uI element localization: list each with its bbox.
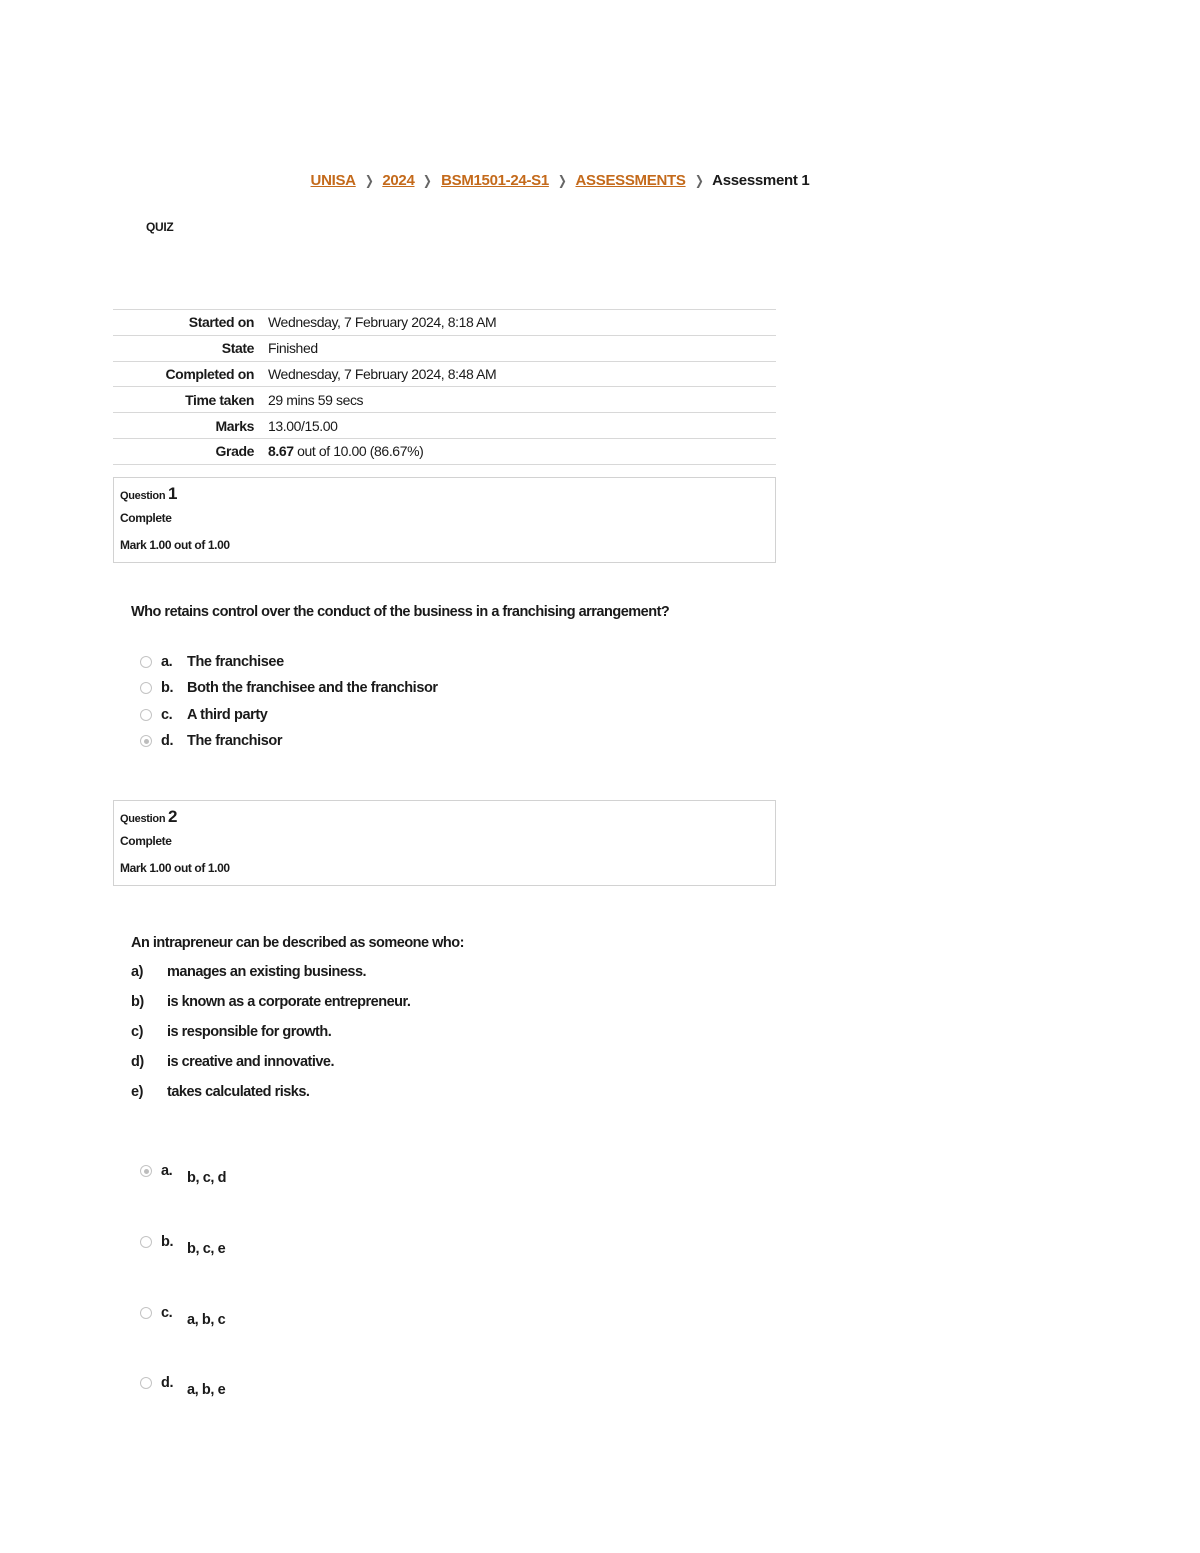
summary-value: Wednesday, 7 February 2024, 8:18 AM — [268, 314, 497, 331]
radio-button[interactable] — [140, 1377, 152, 1389]
summary-label: Grade — [215, 443, 254, 460]
chevron-right-icon: ❯ — [557, 173, 567, 188]
radio-button[interactable] — [140, 1236, 152, 1248]
summary-row-completed — [113, 362, 776, 388]
question-state: Complete — [120, 511, 172, 525]
option-letter: d. — [161, 1375, 174, 1391]
statement-item — [131, 1054, 334, 1070]
radio-button[interactable] — [140, 1307, 152, 1319]
chevron-right-icon: ❯ — [423, 173, 433, 188]
summary-value: 29 mins 59 secs — [268, 391, 364, 408]
radio-button[interactable] — [140, 656, 152, 668]
question-label: Question — [120, 813, 166, 825]
question-title — [120, 484, 177, 504]
radio-button[interactable] — [140, 709, 152, 721]
radio-button[interactable] — [140, 682, 152, 694]
radio-button-checked[interactable] — [140, 735, 152, 747]
question-text: Who retains control over the conduct of the business in a franchising arrangement? — [131, 604, 670, 620]
question-number: 1 — [168, 484, 178, 503]
breadcrumb-link-unisa[interactable]: UNISA — [310, 172, 356, 189]
summary-value: Wednesday, 7 February 2024, 8:48 AM — [268, 365, 497, 382]
statement-item — [131, 994, 410, 1010]
summary-label: Marks — [215, 417, 254, 434]
statement-text: is creative and innovative. — [167, 1054, 335, 1070]
summary-row-state — [113, 336, 776, 362]
question-number: 2 — [168, 807, 178, 826]
statement-item — [131, 1084, 309, 1100]
option-text: Both the franchisee and the franchisor — [187, 680, 438, 696]
breadcrumb-link-assessments[interactable]: ASSESSMENTS — [575, 172, 686, 189]
statement-text: is known as a corporate entrepreneur. — [167, 994, 411, 1010]
summary-value — [268, 443, 423, 459]
question-text: An intrapreneur can be described as someone who: — [131, 935, 464, 951]
statement-letter: b) — [131, 994, 144, 1010]
option-text: A third party — [187, 707, 268, 723]
answer-option[interactable] — [140, 680, 438, 696]
option-letter: b. — [161, 1234, 174, 1250]
option-letter: c. — [161, 707, 173, 723]
option-text: The franchisee — [187, 654, 284, 670]
breadcrumb-current: Assessment 1 — [712, 172, 810, 189]
question-state: Complete — [120, 834, 172, 848]
chevron-right-icon: ❯ — [364, 173, 374, 188]
page-label: QUIZ — [146, 220, 174, 234]
option-letter: b. — [161, 680, 174, 696]
summary-row-started — [113, 310, 776, 336]
option-letter: a. — [161, 654, 173, 670]
question-info-box — [113, 800, 776, 886]
chevron-right-icon: ❯ — [694, 173, 704, 188]
answer-option[interactable] — [140, 1234, 225, 1257]
answer-option[interactable] — [140, 1375, 225, 1398]
radio-button-checked[interactable] — [140, 1165, 152, 1177]
option-text: b, c, e — [187, 1241, 226, 1257]
statement-text: is responsible for growth. — [167, 1024, 332, 1040]
summary-value: Finished — [268, 340, 318, 357]
attempt-summary-table — [113, 309, 776, 465]
question-mark: Mark 1.00 out of 1.00 — [120, 861, 230, 875]
breadcrumb — [0, 172, 1120, 189]
statement-text: manages an existing business. — [167, 964, 367, 980]
summary-label: Started on — [188, 314, 254, 331]
answer-option-selected[interactable] — [140, 733, 282, 749]
answer-option[interactable] — [140, 654, 284, 670]
statement-item — [131, 964, 366, 980]
question-label: Question — [120, 490, 166, 502]
summary-label: State — [221, 340, 254, 357]
answer-option[interactable] — [140, 707, 267, 723]
grade-rest: out of 10.00 (86.67%) — [293, 443, 424, 460]
breadcrumb-link-course[interactable]: BSM1501-24-S1 — [441, 172, 549, 189]
summary-label: Time taken — [185, 391, 254, 408]
question-mark: Mark 1.00 out of 1.00 — [120, 538, 230, 552]
option-text: b, c, d — [187, 1170, 227, 1186]
statement-letter: e) — [131, 1084, 143, 1100]
option-text: The franchisor — [187, 733, 283, 749]
grade-score: 8.67 — [268, 443, 294, 460]
summary-row-time-taken — [113, 387, 776, 413]
option-text: a, b, e — [187, 1382, 226, 1398]
question-title — [120, 807, 177, 827]
breadcrumb-link-year[interactable]: 2024 — [382, 172, 415, 189]
statement-letter: c) — [131, 1024, 143, 1040]
option-letter: d. — [161, 733, 174, 749]
answer-option[interactable] — [140, 1305, 225, 1328]
summary-value: 13.00/15.00 — [268, 417, 338, 434]
statement-letter: d) — [131, 1054, 144, 1070]
summary-label: Completed on — [165, 365, 254, 382]
statement-letter: a) — [131, 964, 143, 980]
summary-row-marks — [113, 413, 776, 439]
option-letter: a. — [161, 1163, 173, 1179]
answer-option-selected[interactable] — [140, 1163, 226, 1186]
summary-row-grade — [113, 439, 776, 465]
option-letter: c. — [161, 1305, 173, 1321]
statement-item — [131, 1024, 331, 1040]
question-info-box — [113, 477, 776, 563]
statement-text: takes calculated risks. — [167, 1084, 310, 1100]
option-text: a, b, c — [187, 1312, 226, 1328]
